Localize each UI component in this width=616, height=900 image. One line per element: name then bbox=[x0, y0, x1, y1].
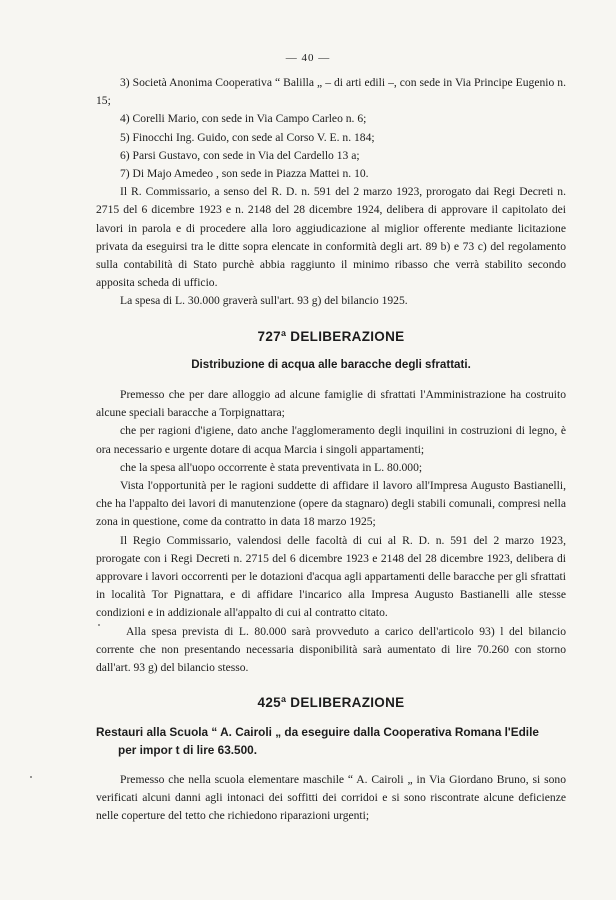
paragraph: che la spesa all'uopo occorrente è stata preventivata in L. 80.000; bbox=[120, 460, 423, 474]
section-title: 727ª DELIBERAZIONE bbox=[257, 328, 405, 344]
list-item: 6) Parsi Gustavo, con sede in Via del Cardello 13 a; bbox=[120, 148, 360, 162]
paragraph: La spesa di L. 30.000 graverà sull'art. 93 g) del bilancio 1925. bbox=[120, 294, 408, 308]
list-item: 4) Corelli Mario, con sede in Via Campo Carleo n. 6; bbox=[120, 112, 367, 126]
subtitle-line: Restauri alla Scuola “ A. Cairoli „ da eseguire dalla Cooperativa Romana l'Edile bbox=[96, 724, 539, 739]
section-title: 425ª DELIBERAZIONE bbox=[257, 695, 405, 711]
list-item: 3) Società Anonima Cooperativa “ Balilla „ – di arti edili –, con sede in Via Principe Eugenio n. 15; bbox=[96, 76, 566, 108]
paragraph: Il Regio Commissario, valendosi delle facoltà di cui al R. D. n. 591 del 2 marzo 1923, prorogate con i Regi Decreti n. 2715 del 6 dicembre 1923 e 2148 del 28 dicembre 1923, delibera di approvare i lavori occorrenti per le dotazioni d'acqua agli appartamenti delle baracche per gli sfrattati in località Tor Pignattara, e di affidare l'incarico alla Impresa Augusto Bastianelli alle stesse condizioni e in addizionale all'appalto di cui al contratto citato. bbox=[96, 533, 566, 620]
paragraph: che per ragioni d'igiene, dato anche l'agglomeramento degli inquilini in costruzioni di legno, è ora necessario e urgente dotare di acqua Marcia i singoli appartamenti; bbox=[96, 424, 566, 456]
scan-speck bbox=[30, 776, 32, 778]
paragraph: Alla spesa prevista di L. 80.000 sarà provveduto a carico dell'articolo 93) l del bilancio corrente che non presentando necessaria disponibilità sarà aumentato di lire 70.260 con storno dall'art. 93 g) del bilancio stesso. bbox=[96, 624, 566, 675]
paragraph: Premesso che per dare alloggio ad alcune famiglie di sfrattati l'Amministrazione ha costruito alcune speciali baracche a Torpignattara; bbox=[96, 388, 566, 420]
subtitle-line: per impor t di lire 63.500. bbox=[118, 742, 257, 757]
scan-speck bbox=[98, 624, 100, 626]
paragraph: Il R. Commissario, a senso del R. D. n. 591 del 2 marzo 1923, prorogato dai Regi Decreti n. 2715 del 6 dicembre 1923 e n. 2148 del 28 dicembre 1924, delibera di approvare il capitolato dei lavori in parola e di procedere alla loro aggiudicazione al miglior offerente mediante licitazione privata da eseguirsi tra le ditte sopra elencate in conformità degli art. 89 b) e 73 c) del regolamento sulla contabilità di Stato purchè abbia raggiunto il minimo ribasso che verrà stabilito secondo apposita scheda di ufficio. bbox=[96, 185, 566, 290]
page-body bbox=[96, 74, 566, 825]
section-subtitle bbox=[96, 723, 566, 759]
page-number: — 40 — bbox=[285, 52, 331, 64]
paragraph: Vista l'opportunità per le ragioni suddette di affidare il lavoro all'Impresa Augusto Bastianelli, che ha l'appalto dei lavori di manutenzione (opere da stagnaro) degli stabili comunali, compresi nella zona in questione, come da contratto in data 18 marzo 1925; bbox=[96, 479, 566, 529]
section-subtitle: Distribuzione di acqua alle baracche degli sfrattati. bbox=[191, 357, 471, 371]
company-list bbox=[96, 74, 566, 183]
list-item: 5) Finocchi Ing. Guido, con sede al Corso V. E. n. 184; bbox=[120, 130, 375, 144]
paragraph: Premesso che nella scuola elementare maschile “ A. Cairoli „ in Via Giordano Bruno, si sono verificati alcuni danni agli intonaci dei soffitti dei corridoi e si sono riscontrate alcune deficienze nelle coperture del tetto che richiedono riparazioni urgenti; bbox=[96, 772, 566, 822]
list-item: 7) Di Majo Amedeo , son sede in Piazza Mattei n. 10. bbox=[120, 167, 369, 181]
